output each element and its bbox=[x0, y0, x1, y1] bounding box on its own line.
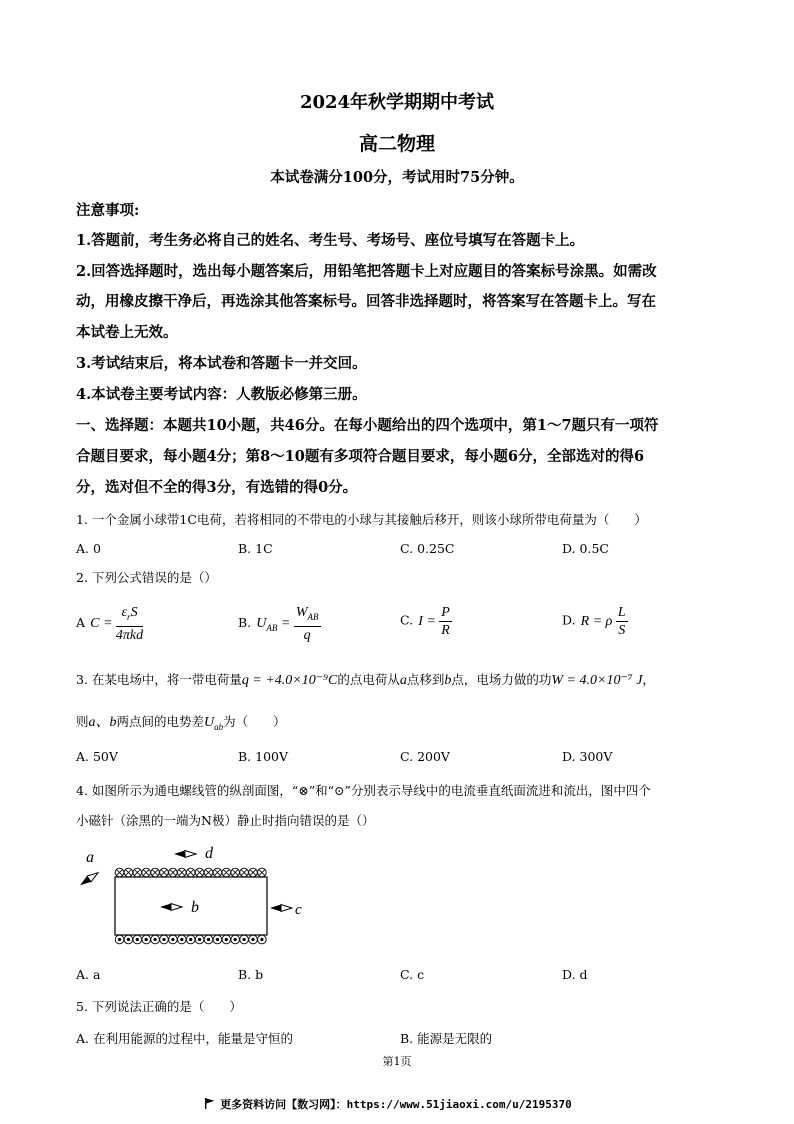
question-5-option-b: B. 能源是无限的 bbox=[400, 1031, 493, 1046]
current-in-row bbox=[115, 868, 266, 877]
page-number: 第1页 bbox=[382, 1055, 412, 1068]
exam-info: 本试卷满分100分，考试用时75分钟。 bbox=[270, 169, 524, 186]
question-1-option-a: A. 0 bbox=[76, 541, 101, 556]
question-2-stem: 2. 下列公式错误的是（） bbox=[76, 570, 217, 585]
work-value: W = 4.0×10⁻⁷ J bbox=[551, 673, 643, 688]
question-1-option-c: C. 0.25C bbox=[400, 541, 455, 556]
notice-item-3: 3.考试结束后，将本试卷和答题卡一并交回。 bbox=[76, 355, 367, 372]
wire-out-dot bbox=[260, 938, 263, 941]
label-a: a bbox=[86, 849, 94, 866]
question-4-option-d: D. d bbox=[562, 967, 588, 982]
wire-out-dot bbox=[225, 938, 228, 941]
formula-potential-difference: $U_{AB}$ = $\frac{W_{AB}}{q}$ bbox=[256, 605, 319, 643]
footer bbox=[205, 1093, 572, 1112]
notice-item-2-line-1: 2.回答选择题时，选出每小题答案后，用铅笔把答题卡上对应题目的答案标号涂黑。如需改 bbox=[76, 263, 657, 280]
option-d-label: D. bbox=[562, 612, 576, 628]
question-3-option-c: C. 200V bbox=[400, 749, 450, 764]
formula-capacitance: C = $\frac{\varepsilon_rS}{\text{4πkd}}$ bbox=[90, 605, 144, 643]
footer-link[interactable]: 更多资料访问【数习网】：https://www.51jiaoxi.com/u/2195370 bbox=[220, 1098, 572, 1111]
label-d: d bbox=[205, 845, 213, 862]
wire-out-dot bbox=[127, 938, 130, 941]
question-3-option-b: B. 100V bbox=[238, 749, 289, 764]
wire-out-dot bbox=[234, 938, 237, 941]
wire-out-dot bbox=[180, 938, 183, 941]
notice-item-4: 4.本试卷主要考试内容：人教版必修第三册。 bbox=[76, 386, 367, 403]
option-c-label: C. bbox=[400, 612, 414, 628]
question-1-option-d: D. 0.5C bbox=[562, 541, 609, 556]
wire-out-dot bbox=[145, 938, 148, 941]
flag-icon bbox=[205, 1098, 215, 1109]
charge-value: q = +4.0×10⁻⁹C bbox=[241, 673, 338, 688]
notice-item-2-line-3: 本试卷上无效。 bbox=[76, 324, 178, 341]
uab-symbol: $U_{ab}$ bbox=[204, 715, 224, 732]
wire-out-dot bbox=[171, 938, 174, 941]
notice-item-2-line-2: 动，用橡皮擦干净后，再选涂其他答案标号。回答非选择题时，将答案写在答题卡上。写在 bbox=[76, 293, 656, 310]
question-3-stem-line-2: 则a、b两点间的电势差$U_{ab}$为（ ） bbox=[76, 714, 286, 732]
question-4-option-a: A. a bbox=[76, 967, 101, 982]
option-b-label: B. bbox=[238, 615, 252, 631]
wire-out-dot bbox=[198, 938, 201, 941]
question-1-option-b: B. 1C bbox=[238, 541, 273, 556]
question-4-option-c: C. c bbox=[400, 967, 425, 982]
question-2-option-c bbox=[400, 604, 452, 639]
compass-needle-a bbox=[78, 870, 100, 888]
wire-out-dot bbox=[216, 938, 219, 941]
notice-item-1: 1.答题前，考生务必将自己的姓名、考生号、考场号、座位号填写在答题卡上。 bbox=[76, 232, 585, 249]
question-3-option-d: D. 300V bbox=[562, 749, 613, 764]
question-3-stem-line-1: 3. 在某电场中，将一带电荷量q = +4.0×10⁻⁹C的点电荷从a点移到b点，电场力做的功W = 4.0×10⁻⁷ J， bbox=[76, 672, 655, 688]
notice-heading: 注意事项: bbox=[76, 202, 140, 219]
current-out-row bbox=[115, 935, 266, 944]
question-4-stem-line-1: 4. 如图所示为通电螺线管的纵剖面图，“⊗”和“⊙”分别表示导线中的电流垂直纸面流进和流出，图中四个 bbox=[76, 783, 651, 798]
compass-needle-d bbox=[174, 851, 196, 858]
label-b: b bbox=[191, 899, 199, 916]
wire-out-dot bbox=[154, 938, 157, 941]
question-5-option-a: A. 在利用能源的过程中，能量是守恒的 bbox=[76, 1031, 293, 1046]
question-1-stem: 1. 一个金属小球带1C电荷，若将相同的不带电的小球与其接触后移开，则该小球所带电荷量为（ ） bbox=[76, 512, 647, 527]
section-1-line-3: 分，选对但不全的得3分，有选错的得0分。 bbox=[76, 479, 358, 496]
section-1-line-2: 合题目要求，每小题4分；第8～10题有多项符合题目要求，每小题6分，全部选对的得6 bbox=[76, 448, 645, 465]
subject-title: 高二物理 bbox=[358, 133, 435, 155]
wire-out-dot bbox=[118, 938, 121, 941]
question-4-stem-line-2: 小磁针（涂黑的一端为N极）静止时指向错误的是（） bbox=[76, 813, 375, 828]
question-3-option-a: A. 50V bbox=[76, 749, 118, 764]
wire-out-dot bbox=[162, 938, 165, 941]
question-4-option-b: B. b bbox=[238, 967, 264, 982]
section-1-line-1: 一、选择题：本题共10小题，共46分。在每小题给出的四个选项中，第1～7题只有一项符 bbox=[76, 417, 659, 434]
wire-out-dot bbox=[251, 938, 254, 941]
wire-out-dot bbox=[189, 938, 192, 941]
exam-title: 2024年秋学期期中考试 bbox=[299, 92, 495, 113]
wire-out-dot bbox=[207, 938, 210, 941]
label-c: c bbox=[295, 902, 302, 918]
wire-out-dot bbox=[136, 938, 139, 941]
option-a-label: A bbox=[76, 615, 86, 631]
compass-needle-c bbox=[270, 905, 292, 912]
solenoid-diagram bbox=[70, 842, 320, 954]
question-2-option-b bbox=[238, 604, 321, 644]
question-2-option-a bbox=[76, 604, 143, 644]
question-5-stem: 5. 下列说法正确的是（ ） bbox=[76, 999, 242, 1014]
formula-resistance: R = ρ $\frac{L}{S}$ bbox=[580, 605, 626, 638]
question-2-option-d bbox=[562, 604, 628, 639]
wire-out-dot bbox=[243, 938, 246, 941]
formula-current: I = $\frac{P}{R}$ bbox=[418, 605, 450, 638]
